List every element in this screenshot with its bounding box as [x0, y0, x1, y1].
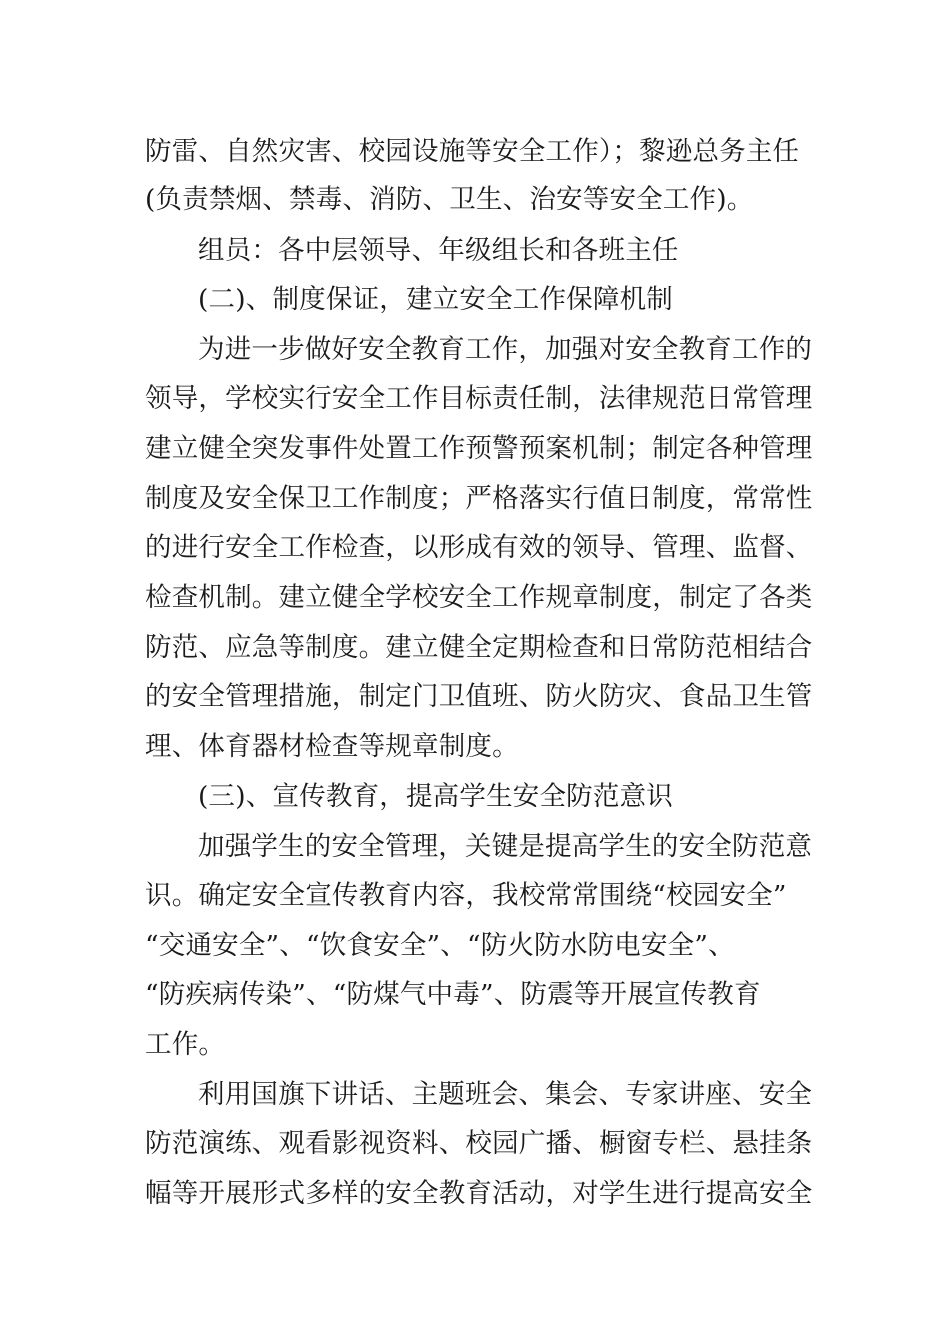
paragraph3-line-2: 防范演练、观看影视资料、校园广播、橱窗专栏、悬挂条	[145, 1128, 813, 1159]
text-line-1: 防雷、自然灾害、校园设施等安全工作）；黎逊总务主任	[145, 136, 800, 167]
paragraph-line-7: 防范、应急等制度。建立健全定期检查和日常防范相结合	[145, 632, 813, 663]
paragraph-line-8: 的安全管理措施，制定门卫值班、防火防灾、食品卫生管	[145, 681, 813, 712]
members-line: 组员：各中层领导、年级组长和各班主任	[198, 235, 679, 266]
paragraph-line-1: 为进一步做好安全教育工作，加强对安全教育工作的	[198, 334, 813, 365]
paragraph-line-5: 的进行安全工作检查，以形成有效的领导、管理、监督、	[145, 532, 813, 563]
paragraph3-line-1: 利用国旗下讲话、主题班会、集会、专家讲座、安全	[198, 1079, 813, 1110]
paragraph2-line-3: “交通安全”、“饮食安全”、“防火防水防电安全”、	[145, 930, 735, 961]
paragraph-line-3: 建立健全突发事件处置工作预警预案机制；制定各种管理	[145, 433, 813, 464]
paragraph2-line-5: 工作。	[145, 1029, 226, 1060]
paragraph2-line-1: 加强学生的安全管理，关键是提高学生的安全防范意	[198, 831, 813, 862]
section-heading-2: (二)、制度保证，建立安全工作保障机制	[198, 284, 673, 315]
paragraph-line-2: 领导，学校实行安全工作目标责任制，法律规范日常管理	[145, 383, 813, 414]
paragraph-line-6: 检查机制。建立健全学校安全工作规章制度，制定了各类	[145, 582, 813, 613]
paragraph-line-9: 理、体育器材检查等规章制度。	[145, 731, 519, 762]
section-heading-3: (三)、宣传教育，提高学生安全防范意识	[198, 781, 673, 812]
paragraph2-line-4: “防疾病传染”、“防煤气中毒”、防震等开展宣传教育	[145, 979, 761, 1010]
paragraph-line-4: 制度及安全保卫工作制度；严格落实行值日制度，常常性	[145, 483, 813, 514]
text-line-2: (负责禁烟、禁毒、消防、卫生、治安等安全工作)。	[145, 184, 754, 215]
paragraph2-line-2: 识。确定安全宣传教育内容，我校常常围绕“校园安全”	[145, 880, 787, 911]
paragraph3-line-3: 幅等开展形式多样的安全教育活动，对学生进行提高安全	[145, 1178, 813, 1209]
